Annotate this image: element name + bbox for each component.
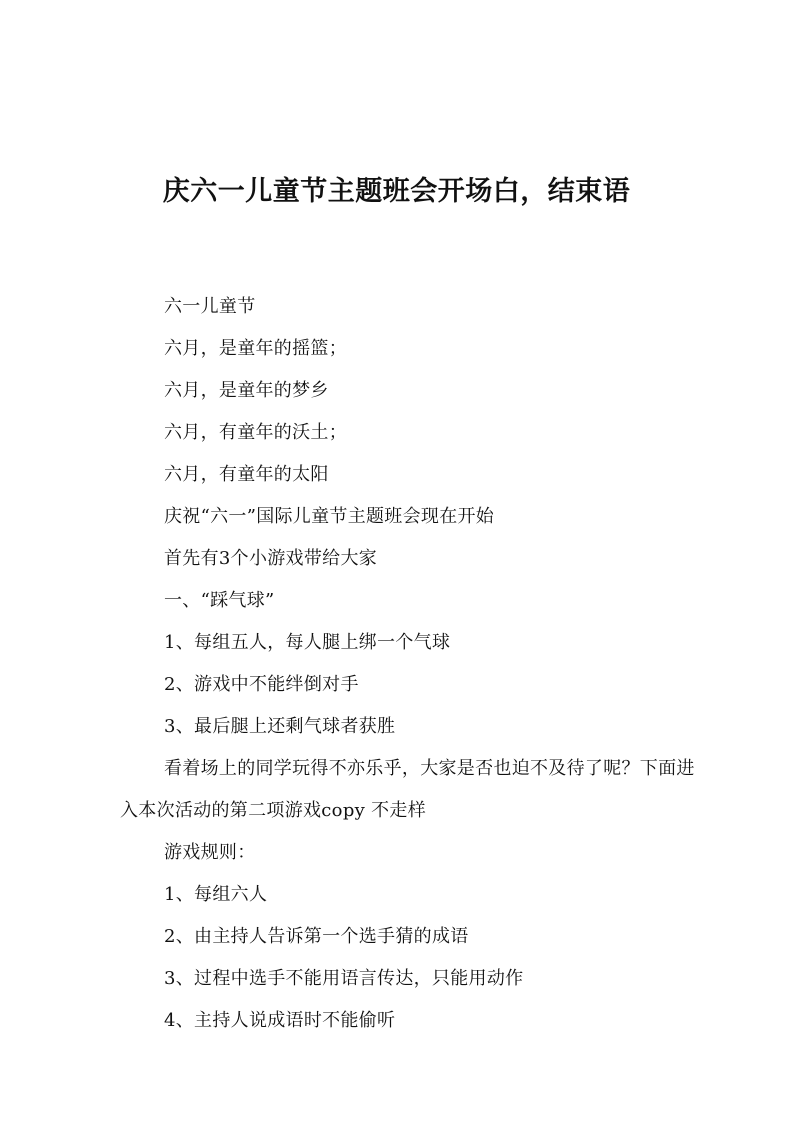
rule-item: 4、主持人说成语时不能偷听: [164, 1010, 396, 1031]
rule-item: 1、每组五人，每人腿上绑一个气球: [164, 632, 451, 653]
rule-item: 1、每组六人: [164, 884, 268, 905]
body-line: 六月，是童年的摇篮；: [164, 338, 347, 359]
body-line: 游戏规则：: [164, 842, 256, 863]
body-line: 首先有3个小游戏带给大家: [164, 548, 378, 569]
section-heading: 一、“踩气球”: [164, 590, 275, 611]
document-body: [120, 286, 700, 1042]
body-line: 六一儿童节: [164, 296, 256, 317]
body-line: 六月，是童年的梦乡: [164, 380, 329, 401]
body-line: 六月，有童年的沃土；: [164, 422, 347, 443]
rule-item: 3、过程中选手不能用语言传达，只能用动作: [164, 968, 524, 989]
rule-item: 2、由主持人告诉第一个选手猜的成语: [164, 926, 469, 947]
rule-item: 3、最后腿上还剩气球者获胜: [164, 716, 396, 737]
body-line: 六月，有童年的太阳: [164, 464, 329, 485]
document-title: 庆六一儿童节主题班会开场白，结束语: [162, 176, 631, 207]
body-paragraph: 看着场上的同学玩得不亦乐乎，大家是否也迫不及待了呢？下面进入本次活动的第二项游戏copy 不走样: [120, 758, 695, 821]
body-line: 庆祝“六一”国际儿童节主题班会现在开始: [164, 506, 495, 527]
rule-item: 2、游戏中不能绊倒对手: [164, 674, 359, 695]
